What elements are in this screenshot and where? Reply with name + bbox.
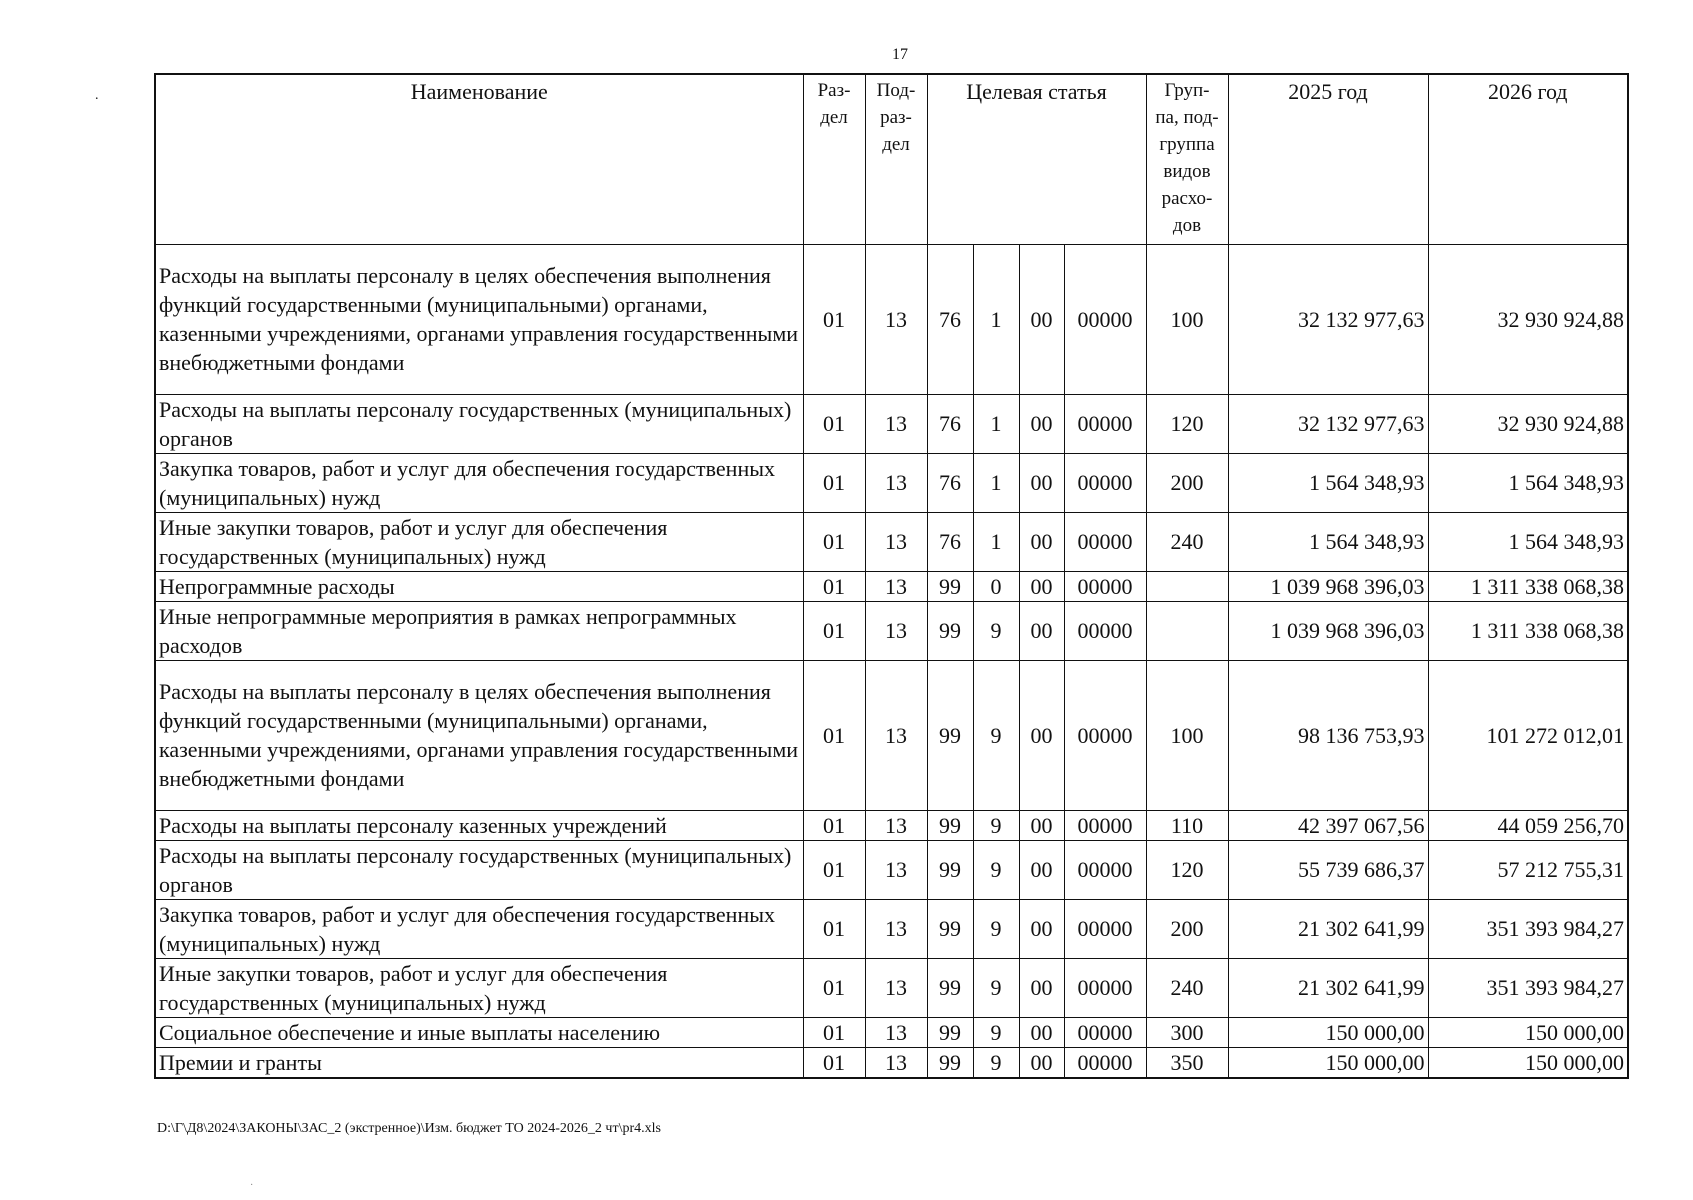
cell-name: Расходы на выплаты персоналу в целях обеспечения выполнения функций государственными (муниципальными) органами, казенными учреждениями, органами управления государственными внебюджетными фондами: [155, 244, 803, 394]
cell-amount-2026: 150 000,00: [1428, 1017, 1628, 1047]
cell-podrazdel: 13: [865, 899, 927, 958]
cell-target-subprogram: 1: [973, 453, 1019, 512]
cell-expense-group: 350: [1146, 1047, 1228, 1078]
cell-target-direction: 00: [1019, 840, 1064, 899]
cell-target-subprogram: 1: [973, 394, 1019, 453]
cell-target-program: 99: [927, 1047, 973, 1078]
cell-target-code: 00000: [1064, 601, 1146, 660]
table-row: [155, 810, 1628, 840]
cell-name: Закупка товаров, работ и услуг для обеспечения государственных (муниципальных) нужд: [155, 899, 803, 958]
cell-target-direction: 00: [1019, 899, 1064, 958]
cell-amount-2026: 44 059 256,70: [1428, 810, 1628, 840]
cell-target-program: 99: [927, 958, 973, 1017]
cell-target-code: 00000: [1064, 453, 1146, 512]
file-path-footer: D:\Г\Д8\2024\ЗАКОНЫ\ЗАС_2 (экстренное)\Изм. бюджет ТО 2024-2026_2 чт\pr4.xls: [157, 1121, 661, 1136]
cell-razdel: 01: [803, 840, 865, 899]
cell-podrazdel: 13: [865, 1017, 927, 1047]
cell-podrazdel: 13: [865, 1047, 927, 1078]
cell-target-direction: 00: [1019, 1047, 1064, 1078]
cell-target-subprogram: 9: [973, 958, 1019, 1017]
cell-razdel: 01: [803, 512, 865, 571]
cell-amount-2026: 1 311 338 068,38: [1428, 601, 1628, 660]
cell-target-subprogram: 1: [973, 244, 1019, 394]
cell-target-code: 00000: [1064, 1047, 1146, 1078]
cell-expense-group: 240: [1146, 512, 1228, 571]
cell-amount-2025: 21 302 641,99: [1228, 899, 1428, 958]
budget-table: [154, 73, 1629, 1079]
cell-name: Иные закупки товаров, работ и услуг для обеспечения государственных (муниципальных) нужд: [155, 958, 803, 1017]
cell-target-subprogram: 9: [973, 810, 1019, 840]
cell-razdel: 01: [803, 1047, 865, 1078]
cell-name: Иные закупки товаров, работ и услуг для обеспечения государственных (муниципальных) нужд: [155, 512, 803, 571]
cell-target-direction: 00: [1019, 571, 1064, 601]
cell-target-code: 00000: [1064, 244, 1146, 394]
cell-target-code: 00000: [1064, 571, 1146, 601]
table-row: [155, 1047, 1628, 1078]
cell-name: Расходы на выплаты персоналу в целях обеспечения выполнения функций государственными (муниципальными) органами, казенными учреждениями, органами управления государственными внебюджетными фондами: [155, 660, 803, 810]
cell-name: Социальное обеспечение и иные выплаты населению: [155, 1017, 803, 1047]
cell-target-subprogram: 0: [973, 571, 1019, 601]
cell-expense-group: 120: [1146, 394, 1228, 453]
cell-target-code: 00000: [1064, 660, 1146, 810]
cell-podrazdel: 13: [865, 660, 927, 810]
cell-target-subprogram: 9: [973, 1017, 1019, 1047]
table-row: [155, 244, 1628, 394]
cell-target-direction: 00: [1019, 453, 1064, 512]
cell-target-program: 99: [927, 1017, 973, 1047]
cell-target-program: 99: [927, 810, 973, 840]
cell-target-direction: 00: [1019, 601, 1064, 660]
cell-podrazdel: 13: [865, 512, 927, 571]
cell-target-code: 00000: [1064, 810, 1146, 840]
table-row: [155, 958, 1628, 1017]
cell-podrazdel: 13: [865, 394, 927, 453]
cell-amount-2025: 1 039 968 396,03: [1228, 601, 1428, 660]
cell-name: Расходы на выплаты персоналу казенных учреждений: [155, 810, 803, 840]
cell-target-code: 00000: [1064, 1017, 1146, 1047]
table-row: [155, 1017, 1628, 1047]
cell-target-subprogram: 9: [973, 601, 1019, 660]
table-row: [155, 840, 1628, 899]
cell-target-direction: 00: [1019, 958, 1064, 1017]
cell-amount-2025: 42 397 067,56: [1228, 810, 1428, 840]
cell-razdel: 01: [803, 958, 865, 1017]
cell-target-program: 76: [927, 394, 973, 453]
cell-target-code: 00000: [1064, 394, 1146, 453]
cell-name: Расходы на выплаты персоналу государственных (муниципальных) органов: [155, 394, 803, 453]
cell-target-program: 99: [927, 571, 973, 601]
cell-razdel: 01: [803, 1017, 865, 1047]
cell-expense-group: 120: [1146, 840, 1228, 899]
cell-amount-2026: 32 930 924,88: [1428, 394, 1628, 453]
cell-podrazdel: 13: [865, 840, 927, 899]
header-gruppa: Груп- па, под- группа видов расхо- дов: [1146, 74, 1228, 244]
cell-expense-group: 300: [1146, 1017, 1228, 1047]
cell-amount-2025: 1 564 348,93: [1228, 512, 1428, 571]
cell-expense-group: [1146, 571, 1228, 601]
cell-expense-group: [1146, 601, 1228, 660]
cell-target-program: 99: [927, 660, 973, 810]
cell-amount-2026: 150 000,00: [1428, 1047, 1628, 1078]
cell-target-direction: 00: [1019, 660, 1064, 810]
cell-amount-2025: 21 302 641,99: [1228, 958, 1428, 1017]
cell-target-direction: 00: [1019, 394, 1064, 453]
cell-expense-group: 100: [1146, 244, 1228, 394]
cell-razdel: 01: [803, 571, 865, 601]
cell-podrazdel: 13: [865, 958, 927, 1017]
cell-amount-2025: 55 739 686,37: [1228, 840, 1428, 899]
cell-target-subprogram: 9: [973, 840, 1019, 899]
cell-target-program: 76: [927, 244, 973, 394]
cell-target-code: 00000: [1064, 899, 1146, 958]
table-row: [155, 899, 1628, 958]
header-celevaya-statya: Целевая статья: [927, 74, 1146, 244]
cell-razdel: 01: [803, 601, 865, 660]
cell-target-code: 00000: [1064, 512, 1146, 571]
cell-target-program: 76: [927, 453, 973, 512]
cell-razdel: 01: [803, 453, 865, 512]
cell-razdel: 01: [803, 244, 865, 394]
cell-amount-2026: 57 212 755,31: [1428, 840, 1628, 899]
header-name: Наименование: [155, 74, 803, 244]
cell-amount-2026: 1 564 348,93: [1428, 453, 1628, 512]
cell-target-program: 99: [927, 601, 973, 660]
cell-name: Расходы на выплаты персоналу государственных (муниципальных) органов: [155, 840, 803, 899]
cell-target-subprogram: 9: [973, 899, 1019, 958]
cell-target-program: 99: [927, 899, 973, 958]
header-row: [155, 74, 1628, 244]
cell-razdel: 01: [803, 660, 865, 810]
page-number: 17: [892, 46, 908, 63]
cell-expense-group: 110: [1146, 810, 1228, 840]
cell-amount-2025: 150 000,00: [1228, 1047, 1428, 1078]
cell-target-direction: 00: [1019, 810, 1064, 840]
cell-podrazdel: 13: [865, 453, 927, 512]
scan-mark: .: [95, 88, 99, 103]
table-row: [155, 571, 1628, 601]
cell-expense-group: 240: [1146, 958, 1228, 1017]
cell-amount-2025: 150 000,00: [1228, 1017, 1428, 1047]
cell-podrazdel: 13: [865, 244, 927, 394]
cell-podrazdel: 13: [865, 571, 927, 601]
cell-amount-2026: 1 311 338 068,38: [1428, 571, 1628, 601]
cell-expense-group: 200: [1146, 899, 1228, 958]
cell-amount-2026: 351 393 984,27: [1428, 899, 1628, 958]
cell-name: Премии и гранты: [155, 1047, 803, 1078]
cell-target-subprogram: 1: [973, 512, 1019, 571]
cell-razdel: 01: [803, 899, 865, 958]
cell-amount-2025: 32 132 977,63: [1228, 394, 1428, 453]
header-2026: 2026 год: [1428, 74, 1628, 244]
cell-amount-2025: 1 039 968 396,03: [1228, 571, 1428, 601]
cell-target-direction: 00: [1019, 512, 1064, 571]
table-row: [155, 394, 1628, 453]
cell-name: Иные непрограммные мероприятия в рамках непрограммных расходов: [155, 601, 803, 660]
cell-razdel: 01: [803, 810, 865, 840]
cell-amount-2025: 98 136 753,93: [1228, 660, 1428, 810]
header-podrazdel: Под- раз- дел: [865, 74, 927, 244]
cell-amount-2025: 32 132 977,63: [1228, 244, 1428, 394]
cell-razdel: 01: [803, 394, 865, 453]
cell-target-subprogram: 9: [973, 660, 1019, 810]
cell-amount-2026: 32 930 924,88: [1428, 244, 1628, 394]
cell-target-direction: 00: [1019, 1017, 1064, 1047]
cell-target-program: 76: [927, 512, 973, 571]
cell-target-subprogram: 9: [973, 1047, 1019, 1078]
cell-podrazdel: 13: [865, 601, 927, 660]
header-razdel: Раз- дел: [803, 74, 865, 244]
cell-target-direction: 00: [1019, 244, 1064, 394]
table-row: [155, 453, 1628, 512]
cell-target-program: 99: [927, 840, 973, 899]
cell-name: Непрограммные расходы: [155, 571, 803, 601]
cell-podrazdel: 13: [865, 810, 927, 840]
cell-amount-2026: 101 272 012,01: [1428, 660, 1628, 810]
header-2025: 2025 год: [1228, 74, 1428, 244]
cell-expense-group: 100: [1146, 660, 1228, 810]
cell-target-code: 00000: [1064, 958, 1146, 1017]
scan-dot: ·: [250, 1180, 254, 1191]
table-row: [155, 660, 1628, 810]
cell-amount-2026: 1 564 348,93: [1428, 512, 1628, 571]
cell-amount-2026: 351 393 984,27: [1428, 958, 1628, 1017]
cell-name: Закупка товаров, работ и услуг для обеспечения государственных (муниципальных) нужд: [155, 453, 803, 512]
table-row: [155, 601, 1628, 660]
cell-target-code: 00000: [1064, 840, 1146, 899]
table-row: [155, 512, 1628, 571]
cell-amount-2025: 1 564 348,93: [1228, 453, 1428, 512]
cell-expense-group: 200: [1146, 453, 1228, 512]
